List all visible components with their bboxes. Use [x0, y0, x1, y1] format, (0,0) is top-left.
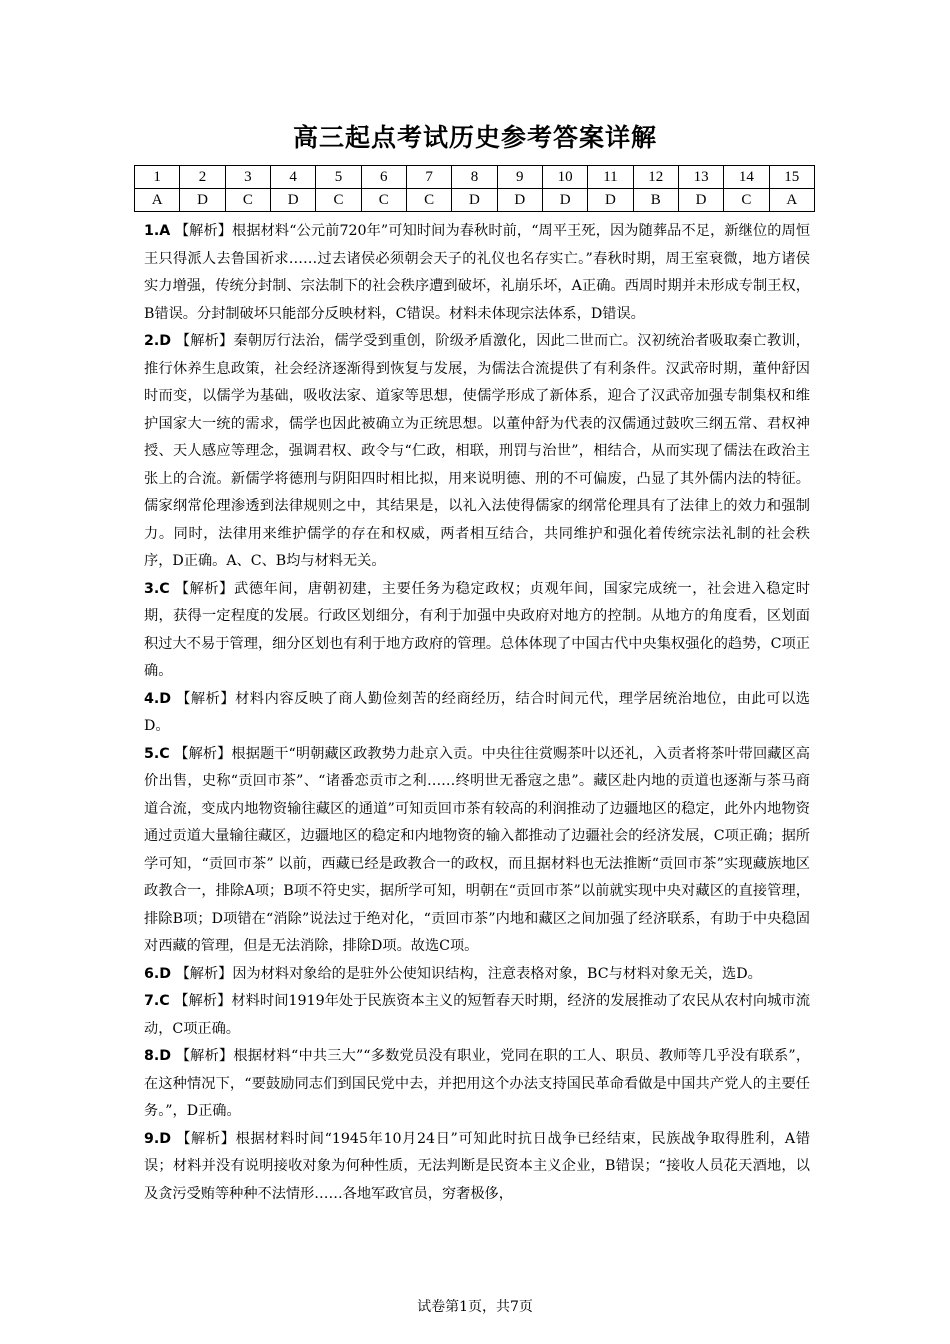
question-number-cell: 2	[180, 166, 225, 189]
answer-cell: D	[588, 189, 633, 212]
explanation-item	[144, 328, 810, 576]
explanation-text: 【解析】根据题干“明朝藏区政教势力赴京入贡。中央往往赏赐茶叶以还礼，入贡者将茶叶带回藏区高价出售，史称“贡回市茶”、“诸番恋贡市之利……终明世无番寇之患”。藏区赴内地的贡道也逐渐与茶马商道合流，变成内地物资输往藏区的通道”可知贡回市茶有较高的利润推动了边疆地区的稳定，此外内地物资通过贡道大量输往藏区，边疆地区的稳定和内地物资的输入都推动了边疆社会的经济发展，C项正确；据所学可知，“贡回市茶” 以前，西藏已经是政教合一的政权，而且据材料也无法推断“贡回市茶”实现藏族地区政教合一，排除A项；B项不符史实，据所学可知，明朝在“贡回市茶”以前就实现中央对藏区的直接管理，排除B项；D项错在“消除”说法过于绝对化，“贡回市茶”内地和藏区之间加强了经济联系，有助于中央稳固对西藏的管理，但是无法消除，排除D项。故选C项。	[144, 745, 810, 954]
question-number-cell: 12	[633, 166, 678, 189]
explanation-text: 【解析】武德年间，唐朝初建，主要任务为稳定政权；贞观年间，国家完成统一，社会进入稳定时期，获得一定程度的发展。行政区划细分，有利于加强中央政府对地方的控制。从地方的角度看，区划面积过大不易于管理，细分区划也有利于地方政府的管理。总体体现了中国古代中央集权强化的趋势，C项正确。	[144, 580, 810, 679]
explanation-text: 【解析】因为材料对象给的是驻外公使知识结构，注意表格对象，BC与材料对象无关，选D。	[175, 965, 762, 982]
question-number-cell: 1	[135, 166, 180, 189]
answer-cell: C	[316, 189, 361, 212]
explanation-item	[144, 686, 810, 741]
explanation-text: 【解析】材料内容反映了商人勤俭刻苦的经商经历，结合时间元代，理学居统治地位，由此可以选D。	[144, 690, 810, 734]
explanation-text: 【解析】根据材料“公元前720年”可知时间为春秋时前，“周平王死，因为随葬品不足，新继位的周恒王只得派人去鲁国祈求……过去诸侯必须朝会天子的礼仪也名存实亡。”春秋时期，周王室衰微，地方诸侯实力增强，传统分封制、宗法制下的社会秩序遭到破坏，礼崩乐坏，A正确。西周时期并未形成专制王权，B错误。分封制破坏只能部分反映材料，C错误。材料未体现宗法体系，D错误。	[144, 223, 811, 322]
answer-cell: B	[633, 189, 678, 212]
question-number-cell: 6	[361, 166, 406, 189]
explanation-text: 【解析】秦朝厉行法治，儒学受到重创，阶级矛盾激化，因此二世而亡。汉初统治者吸取秦亡教训，推行休养生息政策，社会经济逐渐得到恢复与发展，为儒法合流提供了有利条件。汉武帝时期，董仲舒因时而变，以儒学为基础，吸收法家、道家等思想，使儒学形成了新体系，迎合了汉武帝加强专制集权和维护国家大一统的需求，儒学也因此被确立为正统思想。以董仲舒为代表的汉儒通过鼓吹三纲五常、君权神授、天人感应等理念，强调君权、政令与“仁政，相联，刑罚与治世”，相结合，从而实现了儒法在政治主张上的合流。新儒学将德刑与阴阳四时相比拟，用来说明德、刑的不可偏废，凸显了其外儒内法的特征。儒家纲常伦理渗透到法律规则之中，其结果是，以礼入法使得儒家的纲常伦理具有了法律上的效力和强制力。同时，法律用来维护儒学的存在和权威，两者相互结合，共同维护和强化着传统宗法礼制的社会秩序，D正确。A、C、B均与材料无关。	[144, 333, 810, 569]
question-label: 8.D	[144, 1048, 172, 1064]
explanation-item	[144, 988, 810, 1043]
explanation-item	[144, 576, 810, 686]
question-number-cell: 11	[588, 166, 633, 189]
answer-cell: C	[225, 189, 270, 212]
question-label: 9.D	[144, 1130, 172, 1147]
answer-cell: C	[406, 189, 451, 212]
question-label: 4.D	[144, 690, 172, 707]
explanation-text: 【解析】材料时间1919年处于民族资本主义的短暂春天时期，经济的发展推动了农民从农村向城市流动，C项正确。	[144, 993, 811, 1037]
question-number-cell: 10	[542, 166, 587, 189]
answer-cell: D	[452, 189, 497, 212]
page-title: 高三起点考试历史参考答案详解	[292, 123, 657, 152]
explanation-item	[144, 1043, 810, 1126]
explanation-item	[144, 218, 810, 328]
question-label: 5.C	[144, 745, 170, 762]
question-number-cell: 4	[270, 166, 315, 189]
explanation-item	[144, 1126, 810, 1209]
question-number-cell: 3	[225, 166, 270, 189]
question-number-cell: 5	[316, 166, 361, 189]
question-number-cell: 8	[452, 166, 497, 189]
explanation-item	[144, 961, 810, 989]
question-label: 1.A	[144, 223, 171, 239]
answer-cell: C	[724, 189, 769, 212]
explanations	[144, 218, 810, 1208]
answer-cell: D	[180, 189, 225, 212]
question-number-cell: 14	[724, 166, 769, 189]
answer-cell: C	[361, 189, 406, 212]
page-footer: 试卷第1页，共7页	[417, 1299, 533, 1315]
explanation-text: 【解析】根据材料“中共三大”“多数党员没有职业，党同在职的工人、职员、教师等几乎没有联系”，在这种情况下，“要鼓励同志们到国民党中去，并把用这个办法支持国民革命看做是中国共产党人的主要任务。”，D正确。	[144, 1048, 811, 1119]
question-label: 7.C	[144, 993, 170, 1009]
question-label: 6.D	[144, 965, 172, 982]
explanation-text: 【解析】根据材料时间“1945年10月24日”可知此时抗日战争已经结束，民族战争取得胜利，A错误；材料并没有说明接收对象为何种性质，无法判断是民资本主义企业，B错误；“接收人员花天酒地，以及贪污受贿等种种不法情形……各地军政官员，穷奢极侈，	[144, 1130, 811, 1202]
question-label: 3.C	[144, 580, 170, 597]
explanation-item	[144, 741, 810, 961]
question-number-cell: 15	[769, 166, 814, 189]
answer-cell: D	[497, 189, 542, 212]
answer-cell: D	[678, 189, 723, 212]
answer-cell: D	[542, 189, 587, 212]
answer-cell: A	[769, 189, 814, 212]
question-number-cell: 7	[406, 166, 451, 189]
answer-table-number-row	[135, 166, 815, 189]
question-label: 2.D	[144, 333, 172, 349]
answer-table-answer-row	[135, 189, 815, 212]
answer-table	[134, 165, 815, 212]
answer-cell: D	[270, 189, 315, 212]
question-number-cell: 13	[678, 166, 723, 189]
answer-cell: A	[135, 189, 180, 212]
question-number-cell: 9	[497, 166, 542, 189]
